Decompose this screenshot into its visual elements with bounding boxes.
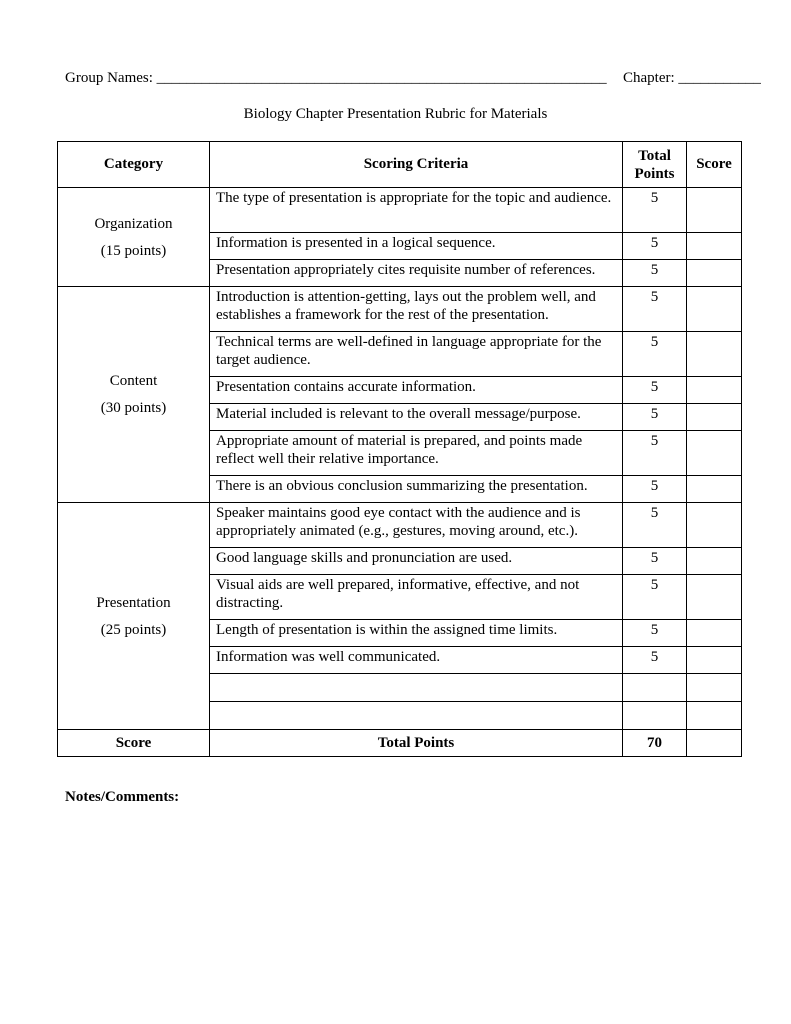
category-cell-organization [58,188,210,287]
criteria-cell: Technical terms are well-defined in language appropriate for the target audience. [210,332,623,377]
score-cell[interactable] [687,377,742,404]
score-cell[interactable] [687,620,742,647]
criteria-cell[interactable] [210,702,623,730]
points-cell: 5 [623,476,687,503]
criteria-cell: Speaker maintains good eye contact with the audience and is appropriately animated (e.g., gestures, moving around, etc.). [210,503,623,548]
total-points-value: 70 [623,730,687,757]
score-cell[interactable] [687,647,742,674]
rubric-table [57,141,742,757]
score-cell[interactable] [687,674,742,702]
criteria-cell: Presentation appropriately cites requisite number of references. [210,260,623,287]
score-cell[interactable] [687,548,742,575]
criteria-cell: Length of presentation is within the assigned time limits. [210,620,623,647]
column-header-category: Category [58,142,210,188]
points-cell: 5 [623,620,687,647]
points-cell: 5 [623,377,687,404]
points-cell: 5 [623,647,687,674]
score-cell[interactable] [687,188,742,233]
category-points: (25 points) [100,621,167,638]
criteria-cell: Information was well communicated. [210,647,623,674]
table-row [58,188,742,233]
points-cell: 5 [623,575,687,620]
points-cell: 5 [623,431,687,476]
category-points: (30 points) [100,400,167,416]
criteria-cell: Appropriate amount of material is prepared, and points made reflect well their relative importance. [210,431,623,476]
category-cell-presentation [58,503,210,730]
criteria-cell: Material included is relevant to the overall message/purpose. [210,404,623,431]
score-cell[interactable] [687,702,742,730]
criteria-cell: Visual aids are well prepared, informative, effective, and not distracting. [210,575,623,620]
notes-comments-label: Notes/Comments: [65,789,180,805]
points-cell: 5 [623,332,687,377]
category-name: Organization [94,215,173,232]
criteria-cell: There is an obvious conclusion summarizing the presentation. [210,476,623,503]
score-cell[interactable] [687,404,742,431]
total-row [58,730,742,757]
category-cell-content [58,287,210,503]
category-name: Presentation [96,594,171,611]
score-cell[interactable] [687,233,742,260]
total-score-cell[interactable] [687,730,742,757]
score-cell[interactable] [687,503,742,548]
points-cell: 5 [623,188,687,233]
total-score-label: Score [58,730,210,757]
score-cell[interactable] [687,431,742,476]
points-cell: 5 [623,233,687,260]
score-cell[interactable] [687,260,742,287]
score-cell[interactable] [687,332,742,377]
table-row [58,503,742,548]
points-cell: 5 [623,260,687,287]
points-cell[interactable] [623,702,687,730]
criteria-cell: Presentation contains accurate information. [210,377,623,404]
header-line [65,70,765,90]
points-cell[interactable] [623,674,687,702]
points-cell: 5 [623,548,687,575]
points-cell: 5 [623,503,687,548]
criteria-cell: Good language skills and pronunciation are used. [210,548,623,575]
criteria-cell: Introduction is attention-getting, lays out the problem well, and establishes a framework for the rest of the presentation. [210,287,623,332]
header-row [58,142,742,188]
score-cell[interactable] [687,575,742,620]
table-row [58,287,742,332]
chapter-field[interactable]: Chapter: ___________ [623,70,761,86]
column-header-total-points: Total Points [623,142,687,188]
page-title: Biology Chapter Presentation Rubric for Materials [243,106,548,122]
group-names-field[interactable]: Group Names: ____________________________________________________________ [65,70,607,86]
score-cell[interactable] [687,476,742,503]
column-header-criteria: Scoring Criteria [210,142,623,188]
category-points: (15 points) [100,242,167,259]
score-cell[interactable] [687,287,742,332]
category-name: Content [109,373,158,389]
criteria-cell: Information is presented in a logical sequence. [210,233,623,260]
criteria-cell: The type of presentation is appropriate for the topic and audience. [210,188,623,233]
points-cell: 5 [623,287,687,332]
criteria-cell[interactable] [210,674,623,702]
points-cell: 5 [623,404,687,431]
total-points-label: Total Points [210,730,623,757]
column-header-score: Score [687,142,742,188]
